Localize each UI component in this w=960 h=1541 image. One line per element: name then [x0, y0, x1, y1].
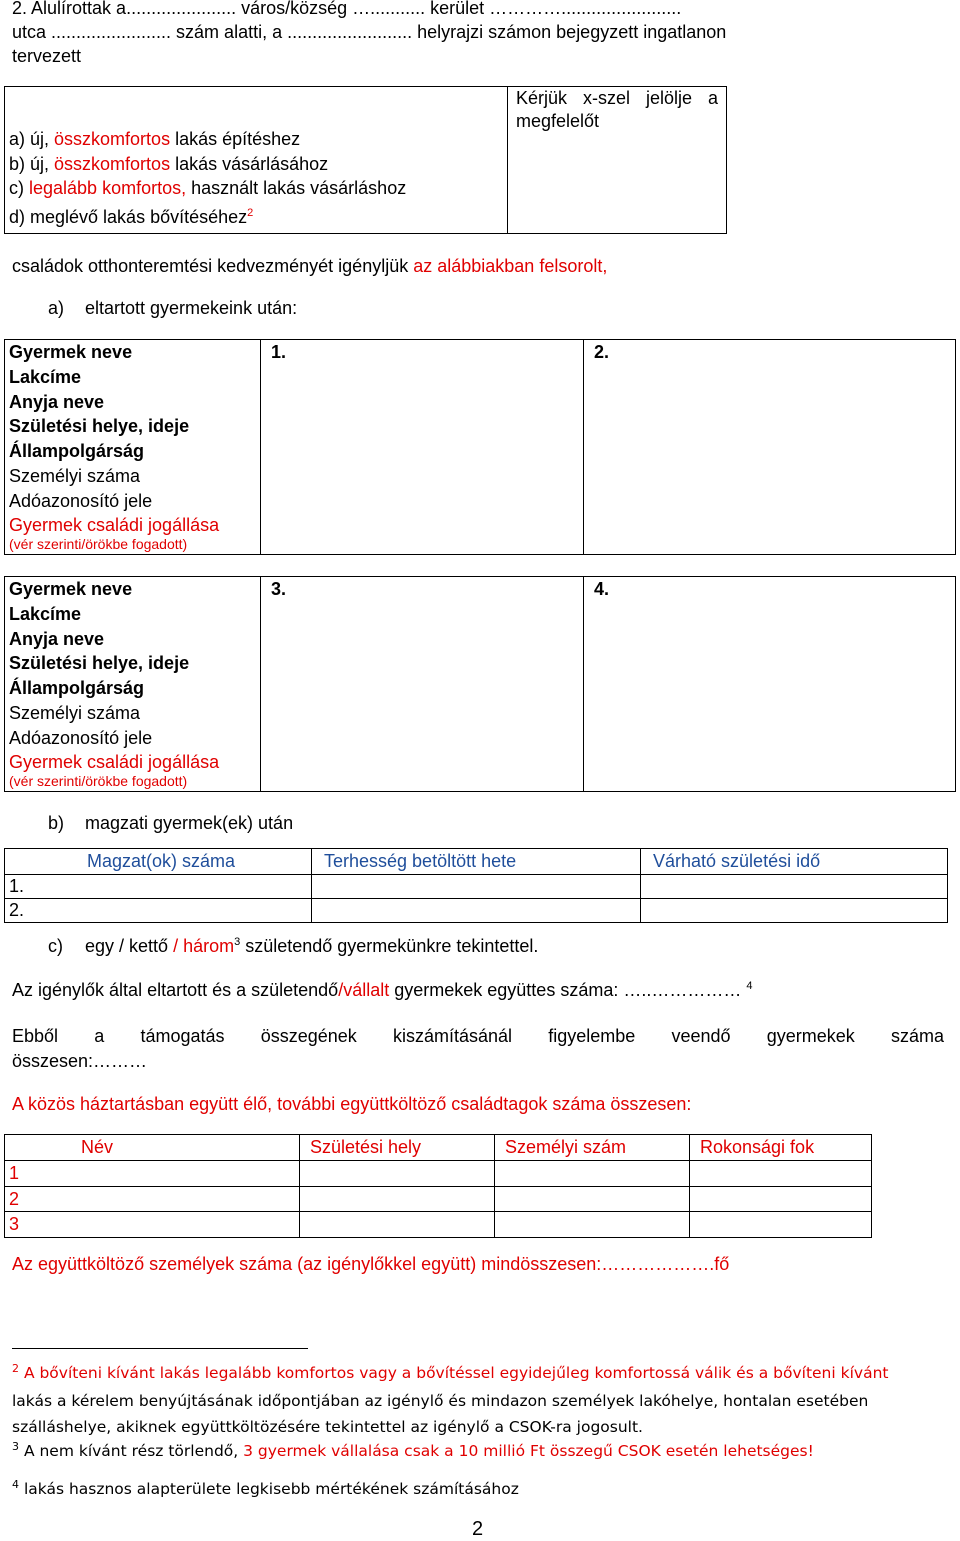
header-line-3: tervezett: [12, 46, 82, 66]
child-1-cell[interactable]: [261, 340, 584, 555]
household-row-1-personal-id[interactable]: [495, 1160, 690, 1186]
total-persons-line: Az együttköltöző személyek száma (az igénylőkkel együtt) mindösszesen:……………….fő: [12, 1254, 730, 1274]
support-count-line-2: összesen:………: [12, 1051, 148, 1071]
section-c-text: egy / kettő / három$^3$ születendő gyermekünkre tekintettel.: [85, 936, 539, 956]
section-b-label: magzati gyermek(ek) után: [85, 813, 294, 833]
footnote-3: $^3$ A nem kívánt rész törlendő, 3 gyermek vállalása csak a 10 millió Ft összegű CSOK esetén lehetséges!: [12, 1440, 814, 1461]
household-header-relation: Rokonsági fok: [690, 1135, 872, 1161]
header-line-2: utca ........................ szám alatti, a ......................... helyrajzi számon bejegyzett ingatlanon: [12, 22, 727, 42]
child-status-label: Gyermek családi jogállása: [9, 514, 220, 535]
purpose-mark-cell[interactable]: [508, 87, 727, 234]
fetus-table: [4, 848, 948, 923]
section-a-marker: a): [48, 298, 65, 318]
children-count-line: Az igénylők által eltartott és a születendő/vállalt gyermekek együttes száma: …..…………… $^4$: [12, 980, 753, 1000]
purpose-instruction: Kérjük x-szel jelölje a megfelelőt: [516, 88, 718, 131]
child-status-sub: (vér szerinti/örökbe fogadott): [9, 535, 188, 552]
section-b-marker: b): [48, 813, 65, 833]
household-header-personal-id: Személyi szám: [495, 1135, 690, 1161]
page-number: 2: [472, 1518, 484, 1540]
household-row-2-birthplace[interactable]: [300, 1186, 495, 1212]
child-birth-label: Születési helye, ideje: [9, 653, 190, 674]
fetus-header-due: Várható születési idő: [641, 849, 948, 875]
fetus-row-1-week[interactable]: [312, 874, 641, 898]
child-status-sub: (vér szerinti/örökbe fogadott): [9, 772, 188, 789]
child-citizenship-label: Állampolgárság: [9, 441, 145, 462]
child-address-label: Lakcíme: [9, 603, 82, 624]
child-table-2: [4, 576, 956, 792]
child-labels-cell: [5, 340, 261, 555]
child-name-label: Gyermek neve: [9, 342, 133, 362]
purpose-table: [4, 86, 727, 234]
household-header-birthplace: Születési hely: [300, 1135, 495, 1161]
section-c-marker: c): [48, 936, 63, 956]
footnote-2-line-1: $^2$ A bővíteni kívánt lakás legalább komfortos vagy a bővítéssel egyidejűleg komfortossá válik és a bővíteni kívánt: [12, 1362, 889, 1383]
section-a-label: eltartott gyermekeink után:: [85, 298, 298, 318]
child-name-label: Gyermek neve: [9, 579, 133, 599]
child-table-1: [4, 339, 956, 555]
footnote-2-line-2: lakás a kérelem benyújtásának időpontjában az igénylő és mindazon személyek lakóhelye, hontalan esetében: [12, 1392, 869, 1410]
household-row-1-birthplace[interactable]: [300, 1160, 495, 1186]
child-birth-label: Születési helye, ideje: [9, 416, 190, 437]
household-row-3-personal-id[interactable]: [495, 1212, 690, 1238]
household-row-1-num: 1: [5, 1160, 300, 1186]
purpose-options-cell[interactable]: [5, 87, 508, 234]
child-4-number: 4.: [594, 579, 610, 599]
intro-text: családok otthonteremtési kedvezményét igényljük az alábbiakban felsorolt,: [12, 256, 608, 276]
fetus-row-1-num: 1.: [5, 874, 312, 898]
household-row-2-relation[interactable]: [690, 1186, 872, 1212]
child-1-number: 1.: [271, 342, 287, 362]
child-2-cell[interactable]: [584, 340, 956, 555]
fetus-row-2-due[interactable]: [641, 898, 948, 922]
header-line-1: 2. Alulírottak a...................... város/község …........... kerület …………........................: [12, 0, 682, 18]
child-tax-id-label: Adóazonosító jele: [9, 490, 153, 511]
support-count-line-1: Ebből a támogatás összegének kiszámításánál figyelembe veendő gyermekek száma: [12, 1026, 944, 1046]
footnote-4: $^4$ lakás hasznos alapterülete legkisebb mértékének számításához: [12, 1478, 519, 1499]
fetus-header-week: Terhesség betöltött hete: [312, 849, 641, 875]
purpose-option-a[interactable]: a) új, összkomfortos lakás építéshez: [9, 128, 301, 149]
household-row-2-num: 2: [5, 1186, 300, 1212]
footnote-2-line-3: szálláshelye, akiknek együttköltözésére tekintettel az igénylő a CSOK-ra jogosult.: [12, 1418, 643, 1436]
child-mother-label: Anyja neve: [9, 391, 105, 412]
child-personal-id-label: Személyi száma: [9, 702, 141, 723]
purpose-option-c[interactable]: c) legalább komfortos, használt lakás vásárláshoz: [9, 178, 407, 199]
household-row-3-relation[interactable]: [690, 1212, 872, 1238]
child-personal-id-label: Személyi száma: [9, 465, 141, 486]
fetus-header-count: Magzat(ok) száma: [5, 849, 312, 875]
child-citizenship-label: Állampolgárság: [9, 678, 145, 699]
child-tax-id-label: Adóazonosító jele: [9, 727, 153, 748]
child-4-cell[interactable]: [584, 577, 956, 792]
household-header-name: Név: [5, 1135, 300, 1161]
child-status-label: Gyermek családi jogállása: [9, 751, 220, 772]
child-3-number: 3.: [271, 579, 287, 599]
fetus-row-2-week[interactable]: [312, 898, 641, 922]
purpose-option-d[interactable]: d) meglévő lakás bővítéséhez$^2$: [9, 207, 254, 228]
child-mother-label: Anyja neve: [9, 628, 105, 649]
child-address-label: Lakcíme: [9, 366, 82, 387]
household-title: A közös háztartásban együtt élő, további együttköltöző családtagok száma összesen:: [12, 1094, 692, 1114]
household-row-2-personal-id[interactable]: [495, 1186, 690, 1212]
fetus-row-1-due[interactable]: [641, 874, 948, 898]
child-2-number: 2.: [594, 342, 610, 362]
child-labels-cell: [5, 577, 261, 792]
fetus-row-2-num: 2.: [5, 898, 312, 922]
household-row-1-relation[interactable]: [690, 1160, 872, 1186]
household-row-3-num: 3: [5, 1212, 300, 1238]
household-row-3-birthplace[interactable]: [300, 1212, 495, 1238]
footnote-separator: [12, 1348, 308, 1349]
household-table: [4, 1134, 872, 1238]
purpose-option-b[interactable]: b) új, összkomfortos lakás vásárlásához: [9, 153, 329, 174]
child-3-cell[interactable]: [261, 577, 584, 792]
